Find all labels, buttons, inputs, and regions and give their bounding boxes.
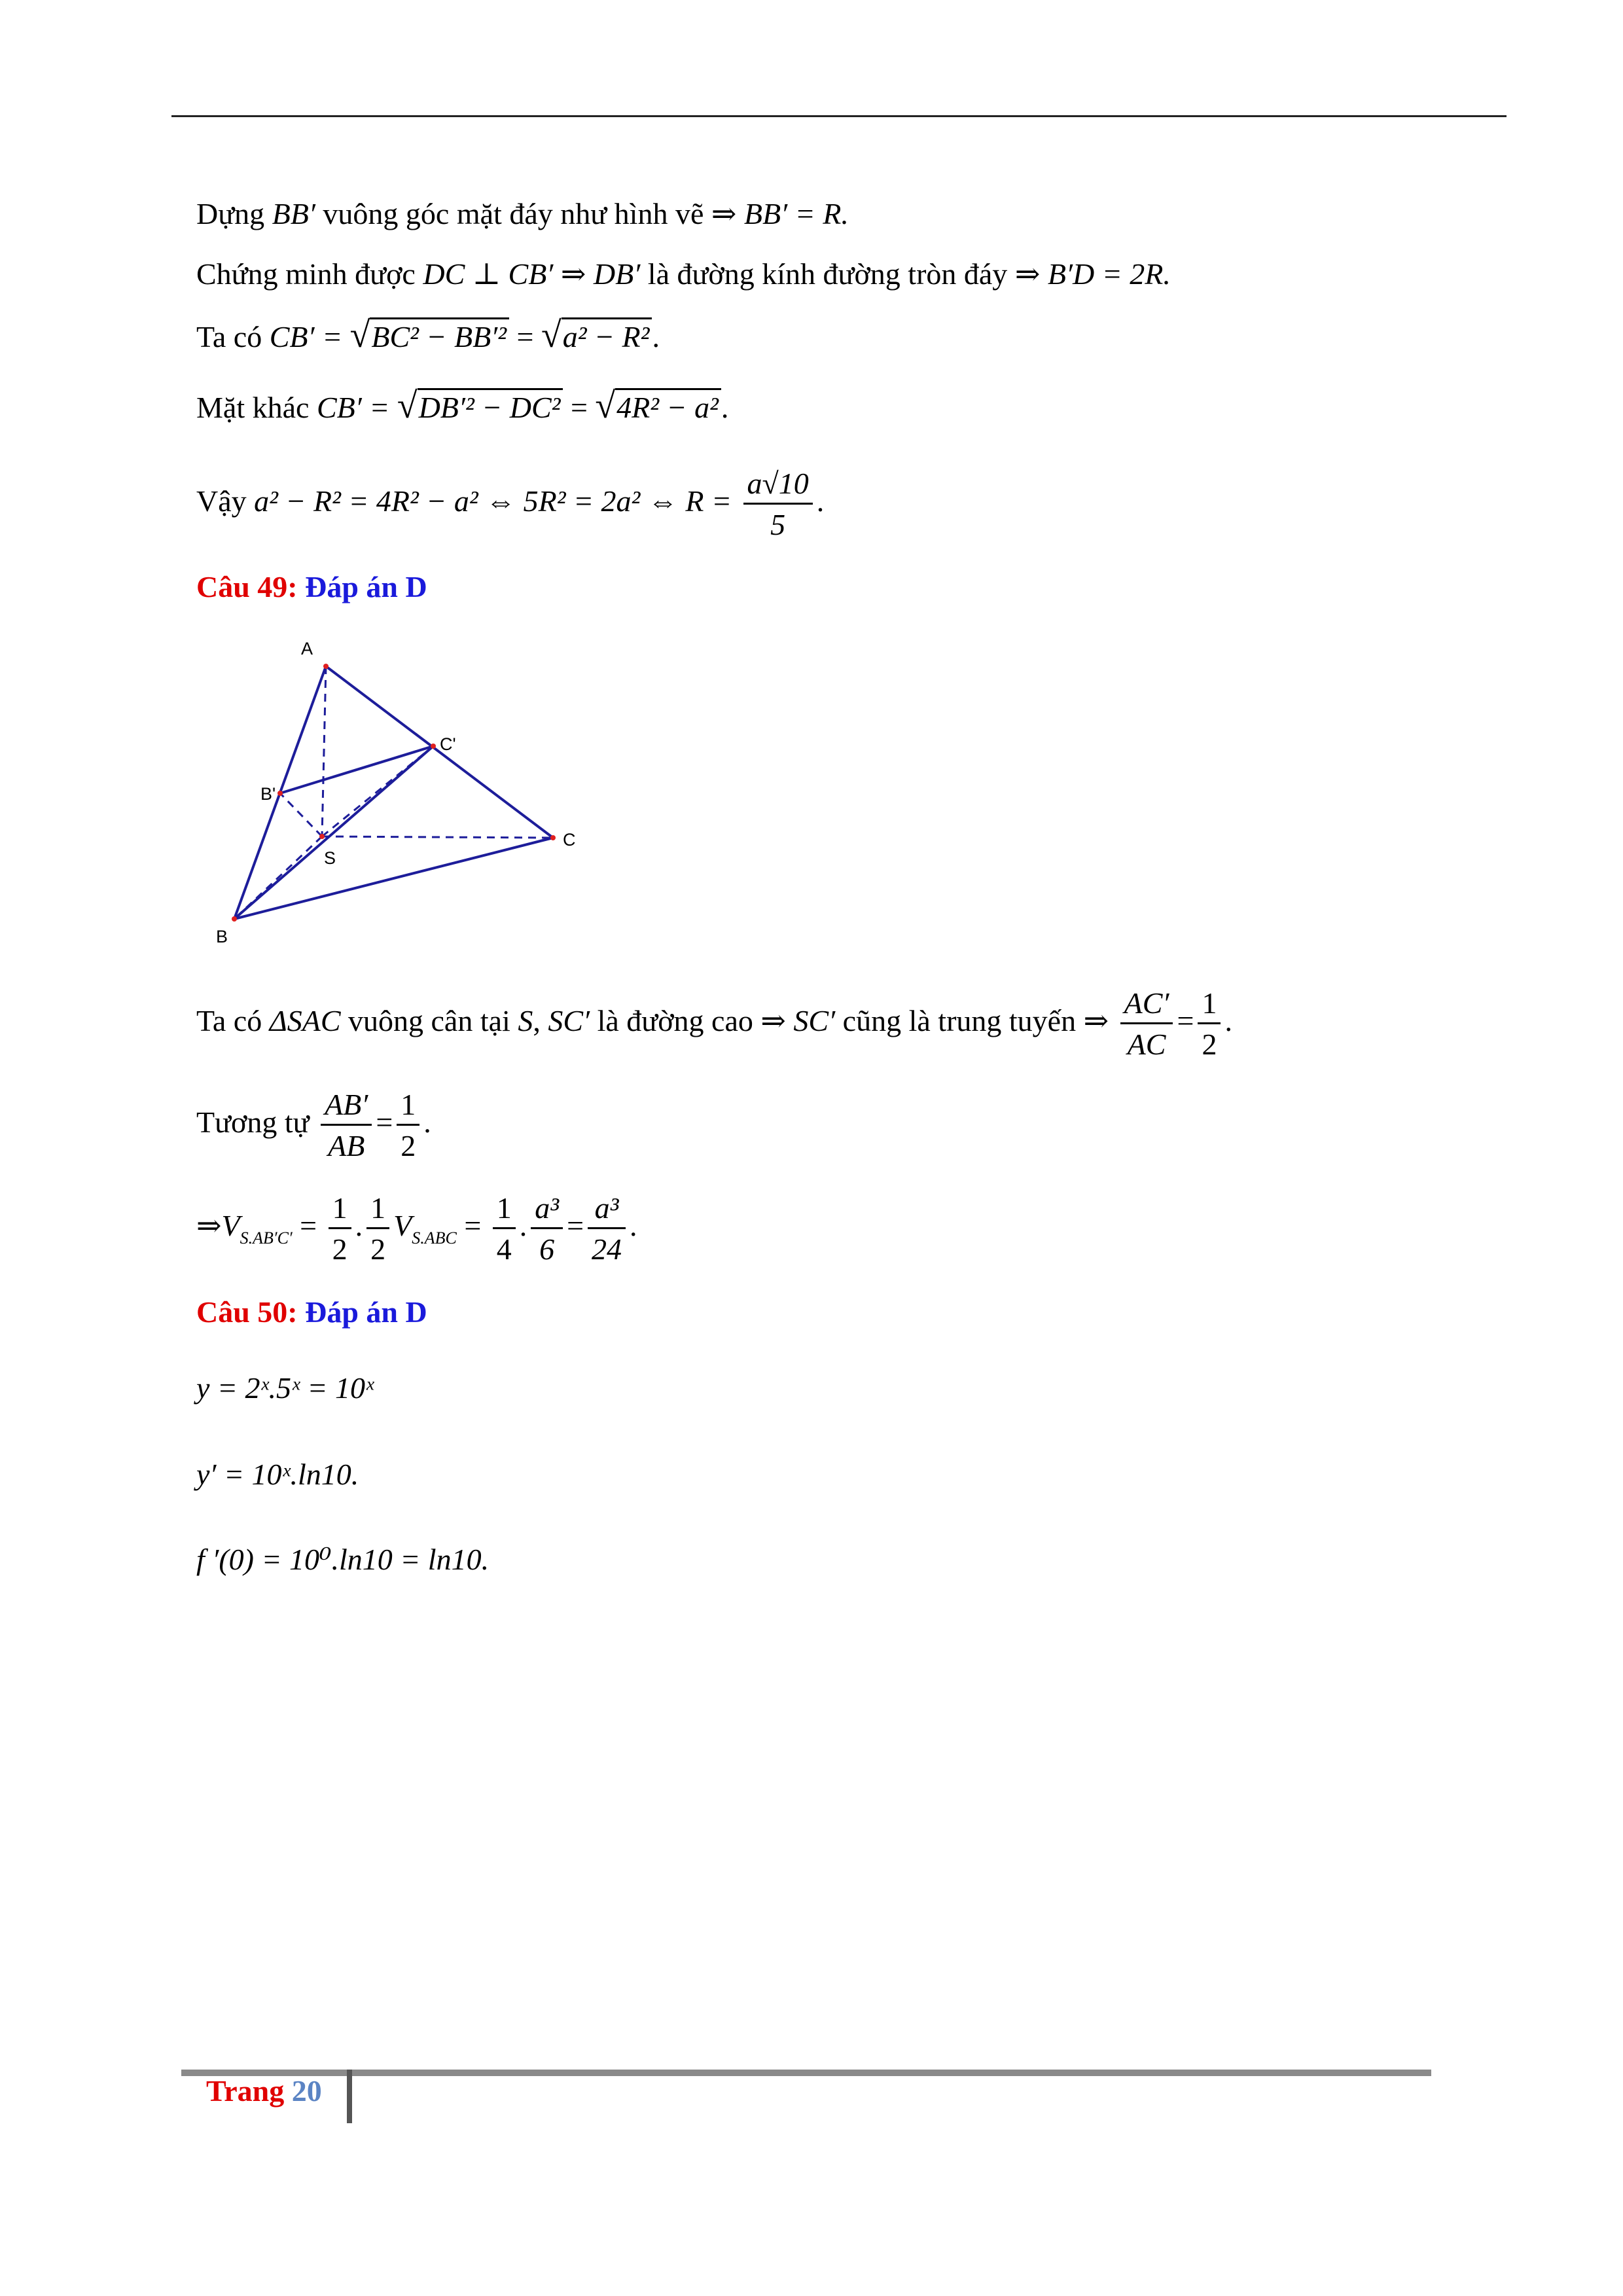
label-S: S bbox=[324, 848, 336, 868]
tetrahedron-figure bbox=[196, 628, 615, 956]
math-bb: BB′ bbox=[272, 197, 315, 230]
text-line-ta-co-sac bbox=[196, 988, 1232, 1060]
line-text: Chứng minh được bbox=[196, 257, 416, 291]
page-label: Trang bbox=[206, 2074, 285, 2108]
line-text: là đường cao bbox=[597, 1004, 753, 1038]
line-text: Ta có bbox=[196, 320, 262, 353]
fraction-half bbox=[397, 1090, 419, 1161]
radicand: a² − R² bbox=[562, 317, 652, 352]
label-A: A bbox=[301, 639, 313, 658]
implies-arrow: ⇒ bbox=[1083, 1004, 1109, 1038]
equals: = bbox=[570, 391, 588, 424]
fraction-half bbox=[1198, 988, 1221, 1060]
comma: , bbox=[533, 1004, 541, 1038]
question-label: Câu 50: bbox=[196, 1295, 298, 1329]
line-text: vuông cân tại bbox=[348, 1004, 510, 1038]
header-rule bbox=[171, 115, 1507, 117]
denominator: 2 bbox=[401, 1129, 416, 1162]
numerator: a³ bbox=[531, 1193, 563, 1229]
text-line-tuong-tu bbox=[196, 1090, 431, 1161]
math-lhs: CB′ = bbox=[269, 320, 343, 353]
fraction bbox=[493, 1193, 516, 1265]
denominator: 2 bbox=[370, 1232, 386, 1266]
radicand: 4R² − a² bbox=[615, 388, 721, 423]
line-text: Dựng bbox=[196, 197, 265, 230]
cau-49-heading bbox=[196, 569, 427, 604]
text-line-vay bbox=[196, 469, 824, 540]
math-expr: DC ⊥ CB′ ⇒ DB′ bbox=[423, 257, 641, 291]
point-A bbox=[323, 664, 329, 669]
line-text: Mặt khác bbox=[196, 391, 310, 424]
question-label: Câu 49: bbox=[196, 570, 298, 603]
text-line-y-prime: y′ = 10ˣ.ln10. bbox=[196, 1458, 359, 1491]
period: . bbox=[816, 484, 825, 518]
math-result: ⇒ B′D = 2R. bbox=[1014, 257, 1171, 291]
line-text: cũng là trung tuyến bbox=[842, 1004, 1077, 1038]
math-triangle: ΔSAC bbox=[269, 1004, 341, 1038]
text-line-ta-co-cb bbox=[196, 317, 660, 353]
math-v: V bbox=[393, 1209, 412, 1243]
equals: = bbox=[567, 1209, 584, 1243]
numerator: 1 bbox=[493, 1193, 516, 1229]
period: . bbox=[1224, 1004, 1232, 1038]
numerator: a√10 bbox=[743, 469, 813, 505]
answer-label: Đáp án D bbox=[305, 1295, 427, 1329]
point-S bbox=[319, 834, 325, 839]
fraction bbox=[329, 1193, 351, 1265]
sqrt-symbol: √ bbox=[595, 386, 616, 426]
fraction-r bbox=[743, 469, 813, 540]
math-v: V bbox=[221, 1209, 240, 1243]
label-C1: C' bbox=[440, 734, 456, 754]
text-line-chung-minh bbox=[196, 259, 1171, 289]
equals: = bbox=[464, 1209, 482, 1243]
numerator: 1 bbox=[397, 1090, 419, 1126]
edge-B1C1 bbox=[280, 746, 433, 793]
equals: = bbox=[516, 320, 534, 353]
line-text: Vậy bbox=[196, 484, 247, 518]
edge-SA bbox=[322, 666, 326, 836]
period: . bbox=[423, 1105, 431, 1139]
point-C1 bbox=[431, 744, 436, 749]
math-sc: SC′ bbox=[548, 1004, 590, 1038]
line-text: Tương tự bbox=[196, 1105, 310, 1139]
numerator: 1 bbox=[366, 1193, 389, 1229]
numerator: AB′ bbox=[321, 1090, 372, 1126]
footer-separator bbox=[347, 2070, 352, 2123]
radicand: BC² − BB′² bbox=[370, 317, 509, 352]
period: . bbox=[652, 320, 660, 353]
period: . bbox=[630, 1209, 637, 1243]
numerator: a³ bbox=[588, 1193, 626, 1229]
equals: = bbox=[1177, 1004, 1194, 1038]
text-line-mat-khac bbox=[196, 387, 728, 424]
denominator: 4 bbox=[496, 1232, 512, 1266]
denominator: 24 bbox=[592, 1232, 622, 1266]
footer-rule bbox=[181, 2070, 1431, 2076]
label-C: C bbox=[563, 830, 576, 850]
numerator: 1 bbox=[1198, 988, 1221, 1024]
text-line-dung bbox=[196, 199, 849, 229]
numerator: 1 bbox=[329, 1193, 351, 1229]
sqrt-symbol: √ bbox=[541, 315, 562, 355]
denominator: AC bbox=[1127, 1028, 1166, 1061]
point-B1 bbox=[277, 791, 283, 796]
math-sc2: ⇒ SC′ bbox=[760, 1004, 836, 1038]
math-lhs: CB′ = bbox=[316, 391, 390, 424]
edge-SB1 bbox=[280, 793, 322, 836]
answer-label: Đáp án D bbox=[305, 570, 427, 603]
page-value: 20 bbox=[291, 2074, 322, 2108]
math-expr: a² − R² = 4R² − a² ⇔ 5R² = 2a² ⇔ R = bbox=[254, 484, 732, 518]
line-text: vuông góc mặt đáy như hình vẽ bbox=[323, 197, 704, 230]
text-line-volume: $\Rightarrow V_{S.AB'C'}$ = $\frac{1}{2}$ . $\frac{1}{2}$ $V_{S.ABC}$ = $\frac{1}{4}$ . $\frac{\text{a³}}{6}$ = $\frac{\text{a³}}{24}$ . bbox=[196, 1191, 637, 1266]
radicand: DB′² − DC² bbox=[418, 388, 563, 423]
implies-arrow: ⇒ bbox=[196, 1209, 222, 1243]
denominator: 2 bbox=[1202, 1028, 1217, 1061]
fraction-ac bbox=[1120, 988, 1173, 1060]
fraction bbox=[588, 1193, 626, 1265]
denominator: AB bbox=[328, 1129, 365, 1162]
sqrt-symbol: √ bbox=[349, 315, 370, 355]
equals: = bbox=[376, 1105, 393, 1139]
fraction-ab bbox=[321, 1090, 372, 1161]
fraction bbox=[531, 1193, 563, 1265]
line-text: Ta có bbox=[196, 1004, 262, 1038]
text-line-f-prime: f ′(0) = 10⁰.ln10 = ln10. bbox=[196, 1543, 490, 1576]
sqrt-symbol: √ bbox=[397, 386, 418, 426]
label-B1: B' bbox=[260, 784, 276, 804]
equals: = bbox=[300, 1209, 317, 1243]
math-s: S bbox=[518, 1004, 533, 1038]
math-result: ⇒ BB′ = R. bbox=[711, 197, 849, 230]
point-B bbox=[232, 916, 237, 922]
page-number bbox=[206, 2073, 322, 2108]
line-text: là đường kính đường tròn đáy bbox=[647, 257, 1008, 291]
fraction bbox=[366, 1193, 389, 1265]
edge-SC bbox=[322, 836, 553, 838]
denominator: 6 bbox=[539, 1232, 555, 1266]
label-B: B bbox=[216, 927, 228, 946]
period: . bbox=[721, 391, 729, 424]
denominator: 2 bbox=[332, 1232, 348, 1266]
subscript: S.AB′C′ bbox=[240, 1229, 293, 1248]
numerator: AC′ bbox=[1120, 988, 1173, 1024]
subscript: S.ABC bbox=[412, 1229, 457, 1248]
denominator: 5 bbox=[770, 508, 786, 541]
text-line-y: y = 2ˣ.5ˣ = 10ˣ bbox=[196, 1371, 374, 1405]
cau-50-heading bbox=[196, 1295, 427, 1329]
point-C bbox=[550, 835, 556, 840]
